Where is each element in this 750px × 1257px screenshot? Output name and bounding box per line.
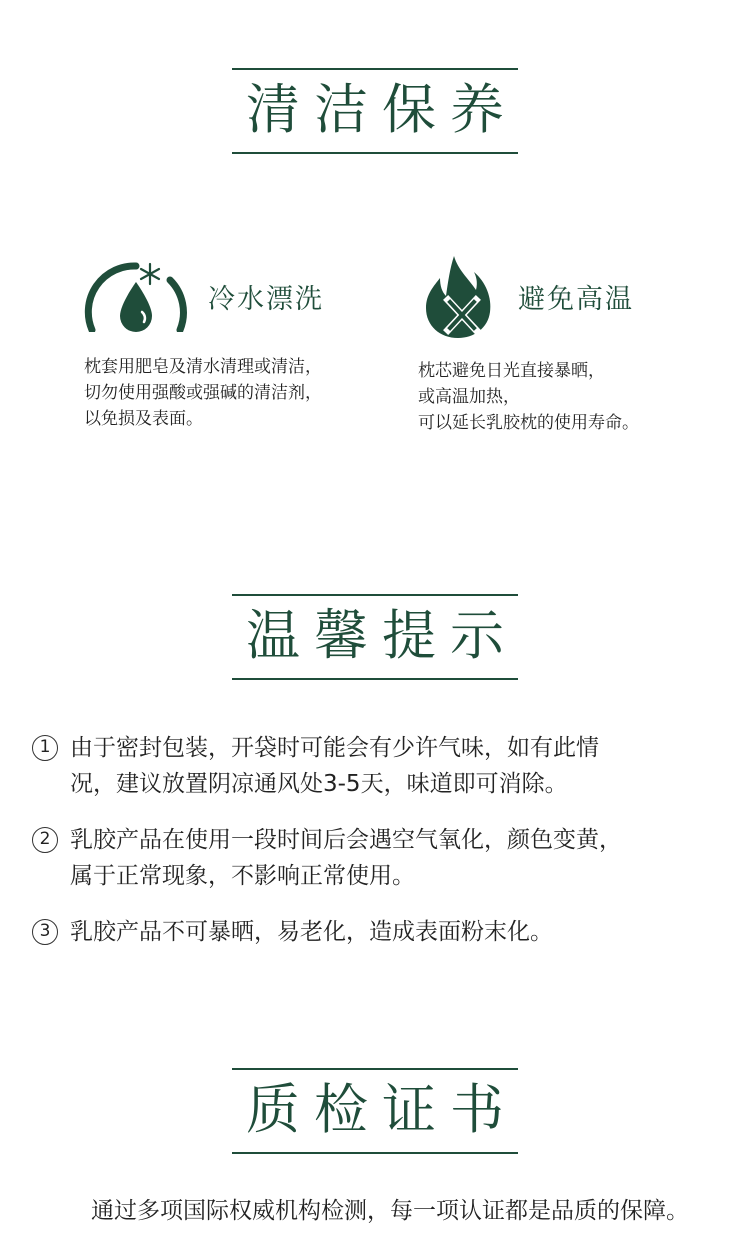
list-item [32,730,722,802]
tip-number: 2 [32,827,58,853]
care-item-label: 冷水漂洗 [208,283,324,315]
tip-text: 乳胶产品在使用一段时间后会遇空气氧化，颜色变黄， 属于正常现象，不影响正常使用。 [70,827,622,889]
care-title: 清洁保养 [232,68,518,154]
care-item-cold-water [84,260,324,432]
care-section-header [0,68,750,154]
care-item-avoid-heat [418,252,639,436]
tip-number: 1 [32,735,58,761]
care-item-label: 避免高温 [518,283,634,315]
certificate-title: 质检证书 [232,1068,518,1154]
certificate-text: 通过多项国际权威机构检测，每一项认证都是品质的保障。 [91,1198,689,1224]
tips-section-header [0,594,750,680]
care-item-description: 枕套用肥皂及清水清理或清洁， 切勿使用强酸或强碱的清洁剂， 以免损及表面。 [84,357,322,429]
cold-water-drop-icon [84,260,188,332]
list-item [32,822,722,894]
care-item-description: 枕芯避免日光直接暴晒， 或高温加热， 可以延长乳胶枕的使用寿命。 [418,361,639,433]
tips-list [32,730,722,970]
list-item [32,914,722,950]
tip-number: 3 [32,919,58,945]
no-fire-icon [418,252,498,340]
certificate-section-header [0,1068,750,1154]
tip-text: 乳胶产品不可暴晒，易老化，造成表面粉末化。 [70,919,553,945]
tip-text: 由于密封包装，开袋时可能会有少许气味，如有此情 况，建议放置阴凉通风处3-5天，味道即可消除。 [70,735,599,797]
tips-title: 温馨提示 [232,594,518,680]
